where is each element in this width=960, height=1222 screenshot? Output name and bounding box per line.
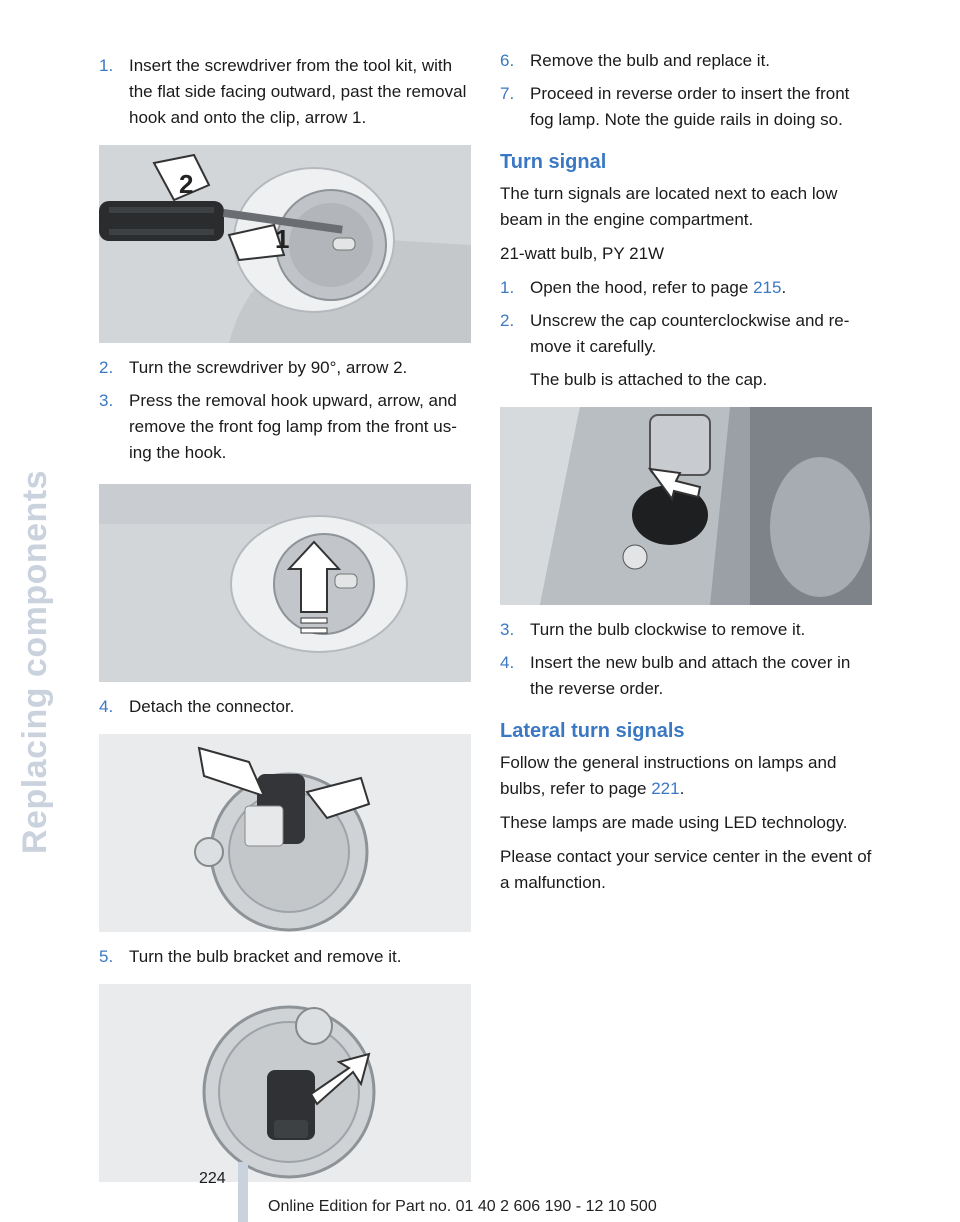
- step-number: 2.: [500, 311, 515, 330]
- left-column: [99, 53, 473, 1182]
- step-text: Press the removal hook upward, arrow, and remove the front fog lamp from the front us-ing the hook.: [129, 391, 457, 462]
- step-7-fog-lamp: [500, 81, 876, 133]
- step-text: Turn the bulb bracket and remove it.: [129, 947, 402, 966]
- figure-screwdriver: [99, 145, 471, 343]
- page-link-215[interactable]: 215: [753, 278, 782, 297]
- lateral-paragraph-1: [500, 750, 876, 802]
- turn-signal-step-2-note: The bulb is attached to the cap.: [530, 370, 768, 389]
- lateral-text-after: .: [679, 779, 685, 798]
- turn-signal-step-1: [500, 275, 876, 301]
- step-text: Insert the new bulb and attach the cover in the reverse order.: [530, 653, 851, 698]
- lateral-paragraph-3: Please contact your service center in the event of a malfunction.: [500, 847, 872, 892]
- page-number: 224: [199, 1170, 226, 1187]
- lateral-text-before: Follow the general instructions on lamps and bulbs, refer to page: [500, 753, 837, 798]
- turn-signal-step-4: [500, 650, 876, 702]
- arrow-label-2: 2: [179, 169, 194, 199]
- arrow-label-1: 1: [275, 224, 290, 254]
- step-5-fog-lamp: [99, 944, 473, 970]
- step-number: 3.: [500, 620, 515, 639]
- step-text: [530, 275, 876, 301]
- step-3-fog-lamp: [99, 388, 473, 466]
- heading-lateral-turn-signals: Lateral turn signals: [500, 720, 685, 742]
- step-number: 4.: [99, 697, 114, 716]
- footer-accent-bar: [238, 1162, 248, 1222]
- step-text: Turn the bulb clockwise to remove it.: [530, 620, 806, 639]
- section-side-title-text: Replacing components: [16, 469, 54, 854]
- step-text: Insert the screwdriver from the tool kit, with the flat side facing outward, past the removal hook and onto the clip, arrow 1.: [129, 56, 467, 127]
- step-text: Remove the bulb and replace it.: [530, 51, 771, 70]
- step-text-before: Open the hood, refer to page: [530, 278, 754, 297]
- step-text: Proceed in reverse order to insert the front fog lamp. Note the guide rails in doing so.: [530, 84, 850, 129]
- lateral-paragraph-2: These lamps are made using LED technology.: [500, 813, 848, 832]
- step-number: 7.: [500, 84, 515, 103]
- step-number: 3.: [99, 391, 114, 410]
- footer-edition: Online Edition for Part no. 01 40 2 606 190 - 12 10 500: [268, 1198, 657, 1215]
- step-6-fog-lamp: [500, 48, 876, 74]
- step-2-fog-lamp: [99, 355, 473, 381]
- step-text: Detach the connector.: [129, 697, 295, 716]
- step-1-fog-lamp: [99, 53, 473, 131]
- step-number: 5.: [99, 947, 114, 966]
- figure-engine-compartment: [500, 407, 872, 605]
- figure-bulb-bracket: [99, 984, 471, 1182]
- step-4-fog-lamp: [99, 694, 473, 720]
- step-number: 1.: [500, 278, 515, 297]
- step-number: 2.: [99, 358, 114, 377]
- turn-signal-bulb-type: 21-watt bulb, PY 21W: [500, 244, 665, 263]
- figure-connector: [99, 734, 471, 932]
- step-text: Turn the screwdriver by 90°, arrow 2.: [129, 358, 408, 377]
- turn-signal-intro: The turn signals are located next to each low beam in the engine compartment.: [500, 184, 838, 229]
- step-number: 1.: [99, 56, 114, 75]
- figure-removal-hook: [99, 484, 471, 682]
- turn-signal-step-2: [500, 308, 876, 360]
- step-text-after: .: [781, 278, 787, 297]
- turn-signal-step-3: [500, 617, 876, 643]
- right-column: [500, 48, 876, 904]
- step-number: 6.: [500, 51, 515, 70]
- step-number: 4.: [500, 653, 515, 672]
- page-link-221[interactable]: 221: [651, 779, 680, 798]
- heading-turn-signal: Turn signal: [500, 151, 607, 173]
- step-text: Unscrew the cap counterclockwise and re-move it carefully.: [530, 311, 850, 356]
